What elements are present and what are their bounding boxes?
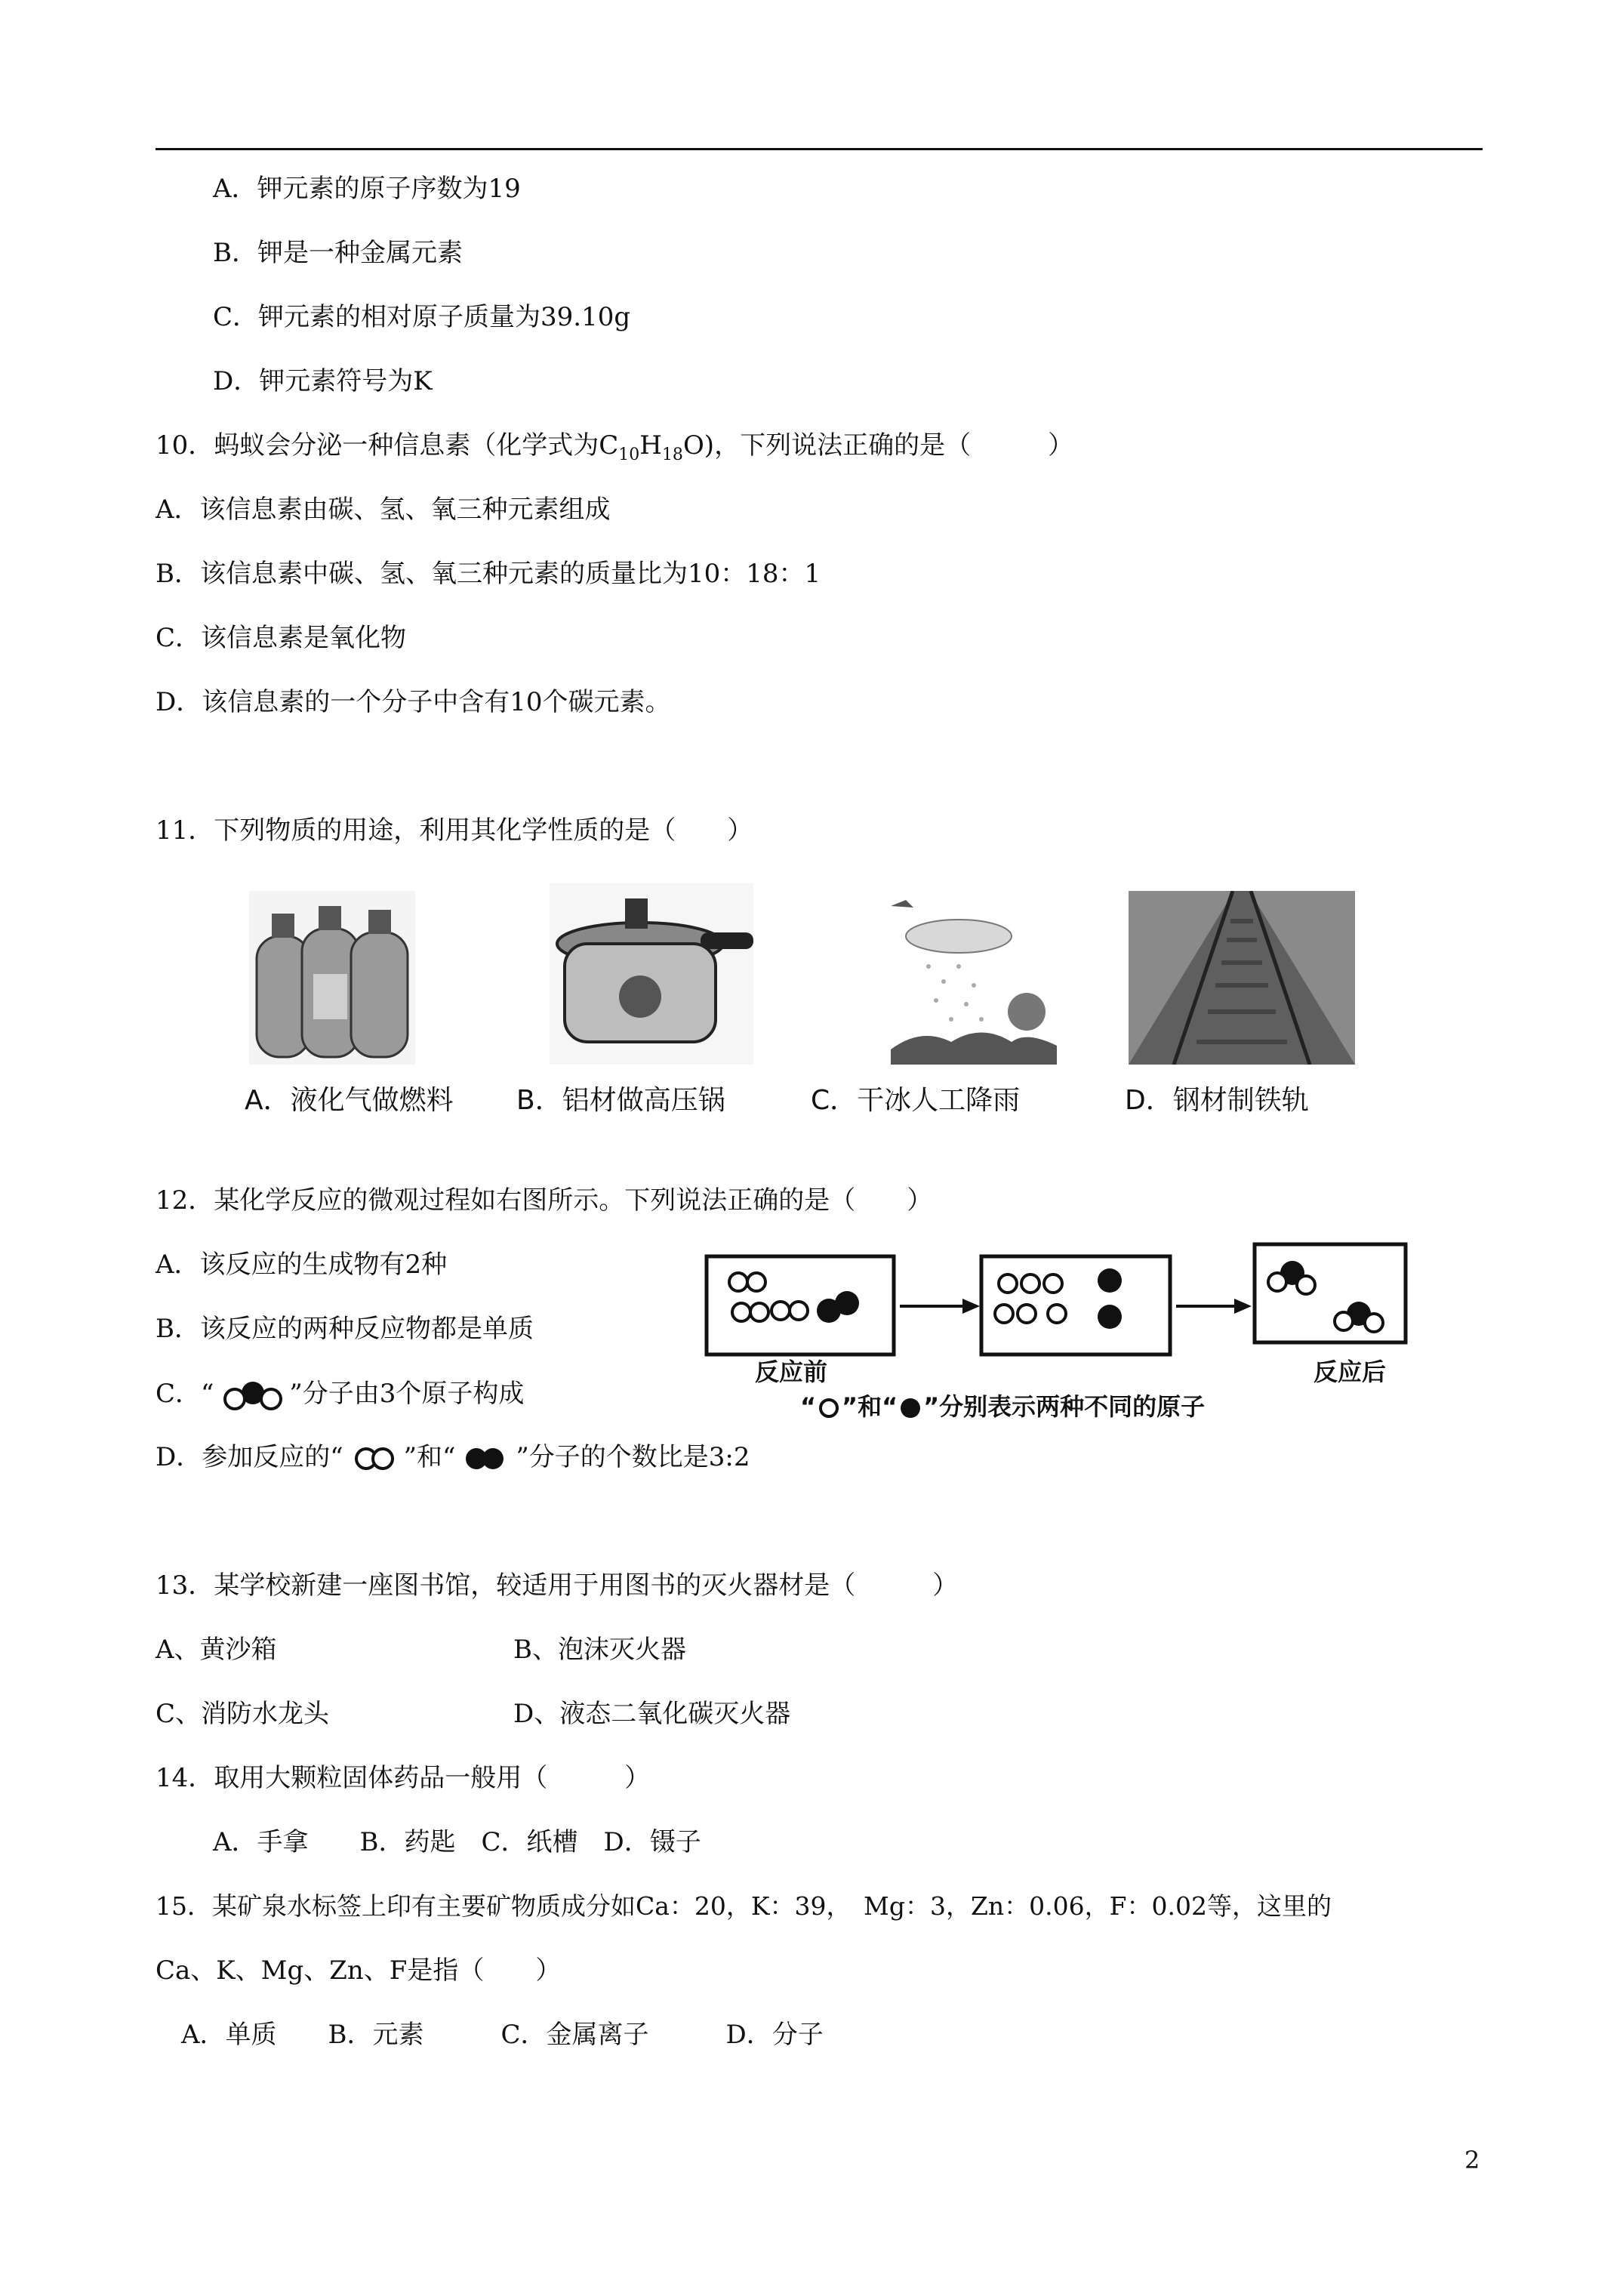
q15-stem-line2: Ca、K、Mg、Zn、F是指（ ） [156,1955,562,1986]
q14-stem: 14．取用大颗粒固体药品一般用（ ） [156,1763,651,1793]
q9-option-a: A．钾元素的原子序数为19 [213,174,521,204]
white-atom-icon [816,1395,842,1421]
q11-caption-c: C．干冰人工降雨 [811,1085,1021,1116]
q11-caption-b: B．铝材做高压锅 [516,1085,725,1116]
q12-option-d: D．参加反应的“ ”和“ ”分子的个数比是3:2 [156,1441,750,1475]
q11-caption-d: D．钢材制铁轨 [1125,1085,1309,1116]
q15-stem-line1: 15．某矿泉水标签上印有主要矿物质成分如Ca：20，K：39， Mg：3，Zn：0.06，F：0.02等，这里的 [156,1891,1332,1921]
black-atom-icon [898,1395,923,1421]
q13-option-d: D、液态二氧化碳灭火器 [513,1699,791,1729]
q15-options: A．单质 B．元素 C．金属离子 D．分子 [181,2020,824,2050]
q12-option-a: A．该反应的生成物有2种 [156,1250,448,1280]
q14-options: A．手拿 B．药匙 C．纸槽 D．镊子 [213,1827,701,1857]
after-label: 反应后 [1313,1358,1387,1386]
header-rule [156,148,1483,150]
railway-track-image [1129,891,1355,1065]
q10-option-b: B．该信息素中碳、氢、氧三种元素的质量比为10：18：1 [156,559,821,589]
q10-stem: 10．蚂蚁会分泌一种信息素（化学式为$C_{10}H_{18}O$)，下列说法正确的是（ ） [156,430,1074,464]
before-label: 反应前 [755,1358,828,1386]
gas-cylinders-image [249,891,415,1065]
q12-option-c: C．“ ”分子由3个原子构成 [156,1376,524,1414]
q11-caption-a: A．液化气做燃料 [245,1085,454,1116]
q9-option-b: B．钾是一种金属元素 [213,238,463,268]
q10-option-c: C．该信息素是氧化物 [156,623,407,653]
pressure-cooker-image [550,883,753,1065]
dry-ice-rain-image [876,891,1072,1065]
page-number: 2 [1464,2146,1480,2174]
q9-option-d: D．钾元素符号为K [213,366,433,396]
q10-option-d: D．该信息素的一个分子中含有10个碳元素。 [156,687,671,717]
q11-stem: 11．下列物质的用途，利用其化学性质的是（ ） [156,815,753,846]
q13-stem: 13．某学校新建一座图书馆，较适用于用图书的灭火器材是（ ） [156,1570,959,1601]
legend: “ ”和“ ”分别表示两种不同的原子 [800,1392,1206,1421]
q13-option-a: A、黄沙箱 [156,1635,277,1665]
white-diatomic-molecule-icon [343,1442,404,1475]
q10-option-a: A．该信息素由碳、氢、氧三种元素组成 [156,495,611,525]
q9-option-c: C．钾元素的相对原子质量为39.10g [213,302,631,332]
q12-option-b: B．该反应的两种反应物都是单质 [156,1314,534,1344]
q12-stem: 12．某化学反应的微观过程如右图所示。下列说法正确的是（ ） [156,1185,933,1216]
q13-option-b: B、泡沫灭火器 [513,1635,686,1665]
three-atom-molecule-icon [214,1376,289,1414]
q13-option-c: C、消防水龙头 [156,1699,330,1729]
black-diatomic-molecule-icon [455,1442,516,1475]
